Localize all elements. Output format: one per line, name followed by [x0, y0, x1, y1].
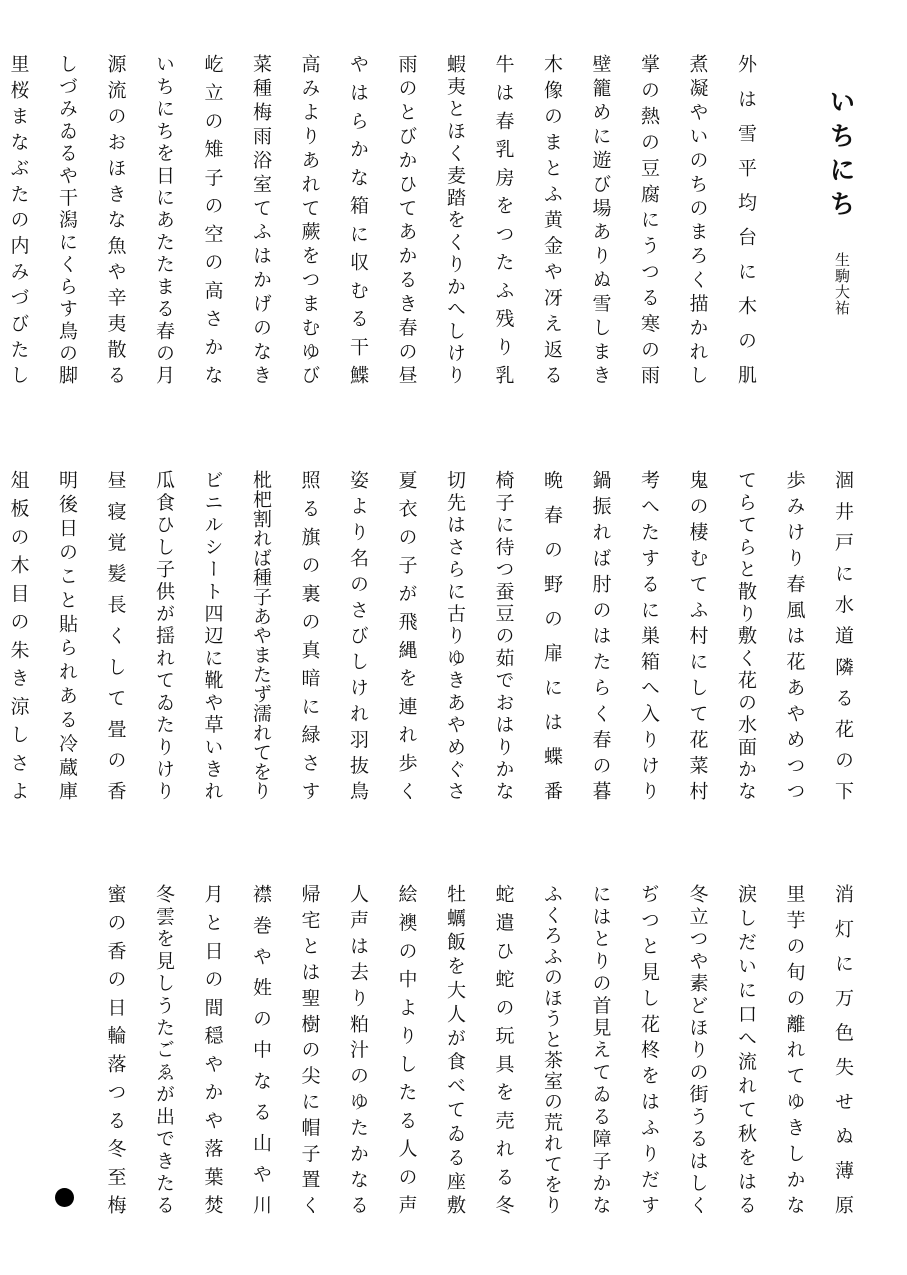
haiku-line: ふくろふのほうと茶室の荒れてをり	[541, 884, 563, 1214]
haiku-line: 蝦夷とほく麦踏をくりかへしけり	[444, 54, 466, 384]
haiku-line: 外は雪平均台に木の肌	[735, 54, 757, 384]
haiku-line: 源流のおほきな魚や辛夷散る	[104, 54, 127, 384]
haiku-line: 壁籠めに遊び場ありぬ雪しまき	[589, 54, 612, 384]
haiku-line: 考へたするに巣箱へ入りけり	[638, 470, 660, 800]
haiku-line: 牡蠣飯を大人が食べてゐる座敷	[444, 884, 466, 1214]
haiku-block-bottom	[91, 884, 867, 1214]
haiku-block-top	[0, 54, 867, 384]
page-title: いちにち	[825, 88, 855, 224]
haiku-line: 煮凝やいのちのまろく描かれし	[686, 54, 709, 384]
haiku-line: 屹立の雉子の空の高さかな	[201, 54, 224, 384]
haiku-line: 菜種梅雨浴室てふはかげのなき	[250, 54, 272, 384]
haiku-line: 里芋の旬の離れてゆきしかな	[783, 884, 806, 1214]
haiku-line: ビニルシート四辺に靴や草いきれ	[201, 470, 224, 800]
haiku-line: てらてらと散り敷く花の水面かな	[735, 470, 757, 800]
haiku-line: 帰宅とは聖樹の尖に帽子置く	[298, 884, 321, 1214]
haiku-line: 蜜の香の日輪落つる冬至梅	[104, 884, 127, 1214]
haiku-line: にはとりの首見えてゐる障子かな	[589, 884, 612, 1214]
haiku-line: 里桜まなぶたの内みづびたし	[7, 54, 30, 384]
haiku-line: 木像のまとふ黄金や冴え返る	[541, 54, 563, 384]
haiku-line: 消灯に万色失せぬ薄原	[832, 884, 854, 1214]
haiku-line: やはらかな箱に収むる干鰈	[347, 54, 369, 384]
haiku-line: しづみゐるや干潟にくらす鳥の脚	[56, 54, 78, 384]
haiku-line: 雨のとびかひてあかるき春の昼	[395, 54, 418, 384]
haiku-line: 俎板の木目の朱き涼しさよ	[7, 470, 30, 800]
haiku-line: 歩みけり春風は花あやめつつ	[783, 470, 806, 800]
haiku-line: ぢつと見し花柊をはふりだす	[638, 884, 660, 1214]
haiku-line: 人声は去り粕汁のゆたかなる	[347, 884, 369, 1214]
haiku-line: 鬼の棲むてふ村にして花菜村	[686, 470, 709, 800]
haiku-line: 月と日の間穏やかや落葉焚	[201, 884, 224, 1214]
haiku-line: いちにちを日にあたたまる春の月	[153, 54, 175, 384]
haiku-line: 冬立つや素どほりの街うるはしく	[686, 884, 709, 1214]
haiku-line: 枇杷割れば種子あやまたず濡れてをり	[250, 470, 272, 800]
haiku-line: 涙しだいに口へ流れて秋をはる	[735, 884, 757, 1214]
haiku-line: 掌の熱の豆腐にうつる寒の雨	[638, 54, 660, 384]
haiku-line: 絵襖の中よりしたる人の声	[395, 884, 418, 1214]
haiku-line: 夏衣の子が飛縄を連れ歩く	[395, 470, 418, 800]
haiku-line: 冬雲を見しうたごゑが出できたる	[153, 884, 175, 1214]
haiku-line: 襟巻や姓の中なる山や川	[250, 884, 272, 1214]
haiku-line: 切先はさらに古りゆきあやめぐさ	[444, 470, 466, 800]
haiku-block-middle	[0, 470, 867, 800]
haiku-line: 明後日のこと貼られある冷蔵庫	[56, 470, 78, 800]
haiku-line: 昼寝覚髪長くして畳の香	[104, 470, 127, 800]
haiku-line: 蛇遣ひ蛇の玩具を売れる冬	[492, 884, 515, 1214]
haiku-line: 晩春の野の扉には蝶番	[541, 470, 563, 800]
haiku-line: 鍋振れば肘のはたらく春の暮	[589, 470, 612, 800]
haiku-line: 高みよりあれて蕨をつまむゆび	[298, 54, 321, 384]
haiku-line: 椅子に待つ蚕豆の茹でおはりかな	[492, 470, 515, 800]
haiku-line: 照る旗の裏の真暗に緑さす	[298, 470, 321, 800]
haiku-line: 牛は春乳房をつたふ残り乳	[492, 54, 515, 384]
haiku-line: 涸井戸に水道隣る花の下	[832, 470, 854, 800]
haiku-line: 瓜食ひし子供が揺れてゐたりけり	[153, 470, 175, 800]
author-name: 生駒大祐	[833, 252, 851, 316]
haiku-line: 姿より名のさびしけれ羽抜鳥	[347, 470, 369, 800]
end-mark-icon	[55, 1188, 74, 1207]
